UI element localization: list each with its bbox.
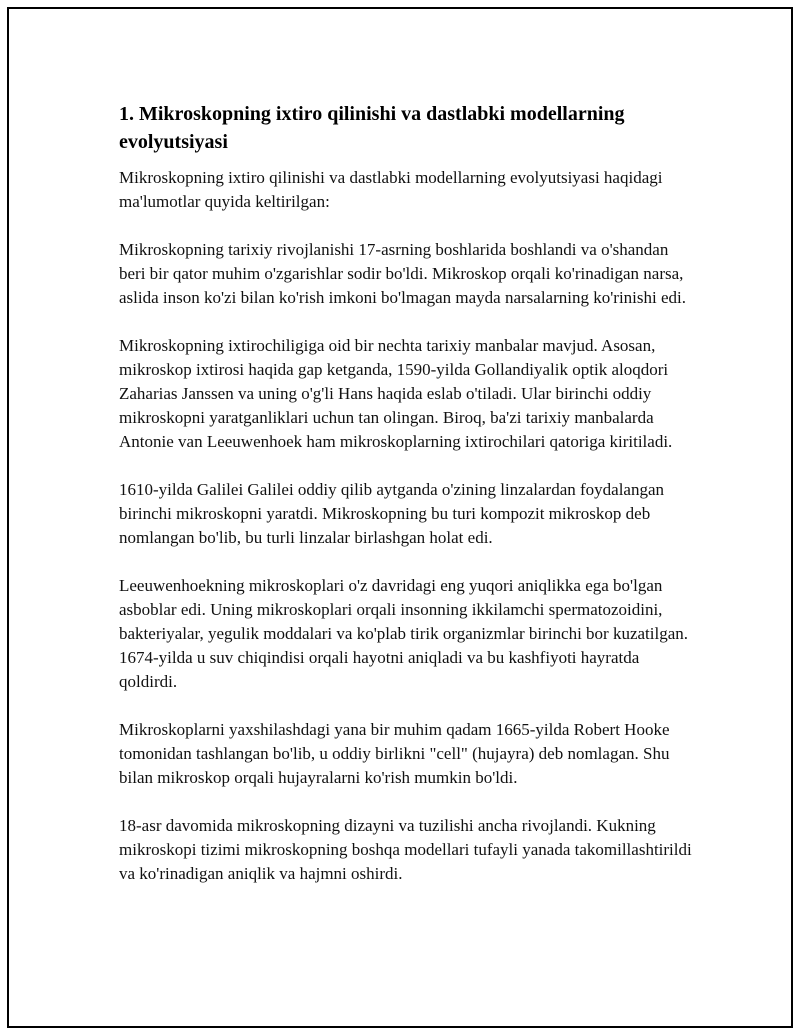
paragraph-leeuwenhoek: Leeuwenhoekning mikroskoplari o'z davridagi eng yuqori aniqlikka ega bo'lgan asboblar edi. Uning mikroskoplari orqali insonning ikkilamchi spermatozoidini, bakteriyalar, yegulik moddalari va ko'plab tirik organizmlar birinchi bor kuzatilgan. 1674-yilda u suv chiqindisi orqali hayotni aniqladi va bu kashfiyoti hayratda qoldirdi. [119, 576, 689, 691]
paragraph-galilei: 1610-yilda Galilei Galilei oddiy qilib aytganda o'zining linzalardan foydalangan birinchi mikroskopni yaratdi. Mikroskopning bu turi kompozit mikroskop deb nomlangan bo'lib, bu turli linzalar birlashgan holat edi. [119, 480, 665, 547]
paragraph-intro: Mikroskopning ixtiro qilinishi va dastlabki modellarning evolyutsiyasi haqidagi ma'lumotlar quyida keltirilgan: [119, 168, 663, 211]
paragraph-inventors: Mikroskopning ixtirochiligiga oid bir nechta tarixiy manbalar mavjud. Asosan, mikroskop ixtirosi haqida gap ketganda, 1590-yilda Gollandiyalik optik aloqdori Zaharias Janssen va uning o'g'li Hans haqida eslab o'tiladi. Ular birinchi oddiy mikroskopni yaratganliklari uchun tan olingan. Biroq, ba'zi tarixiy manbalarda Antonie van Leeuwenhoek ham mikroskoplarning ixtirochilari qatoriga kiritiladi. [119, 336, 673, 451]
paragraph-18th-century: 18-asr davomida mikroskopning dizayni va tuzilishi ancha rivojlandi. Kukning mikroskopi tizimi mikroskopning boshqa modellari tufayli yanada takomillashtirildi va ko'rinadigan aniqlik va hajmni oshirdi. [119, 816, 692, 883]
page-frame [7, 7, 793, 1028]
paragraph-hooke: Mikroskoplarni yaxshilashdagi yana bir muhim qadam 1665-yilda Robert Hooke tomonidan tashlangan bo'lib, u oddiy birlikni "cell" (hujayra) deb nomlagan. Shu bilan mikroskop orqali hujayralarni ko'rish mumkin bo'ldi. [119, 720, 670, 787]
section-heading: 1. Mikroskopning ixtiro qilinishi va dastlabki modellarning evolyutsiyasi [119, 103, 625, 153]
paragraph-history: Mikroskopning tarixiy rivojlanishi 17-asrning boshlarida boshlandi va o'shandan beri bir qator muhim o'zgarishlar sodir bo'ldi. Mikroskop orqali ko'rinadigan narsa, aslida inson ko'zi bilan ko'rish imkoni bo'lmagan mayda narsalarning ko'rinishi edi. [119, 240, 687, 307]
document-body [119, 100, 694, 910]
